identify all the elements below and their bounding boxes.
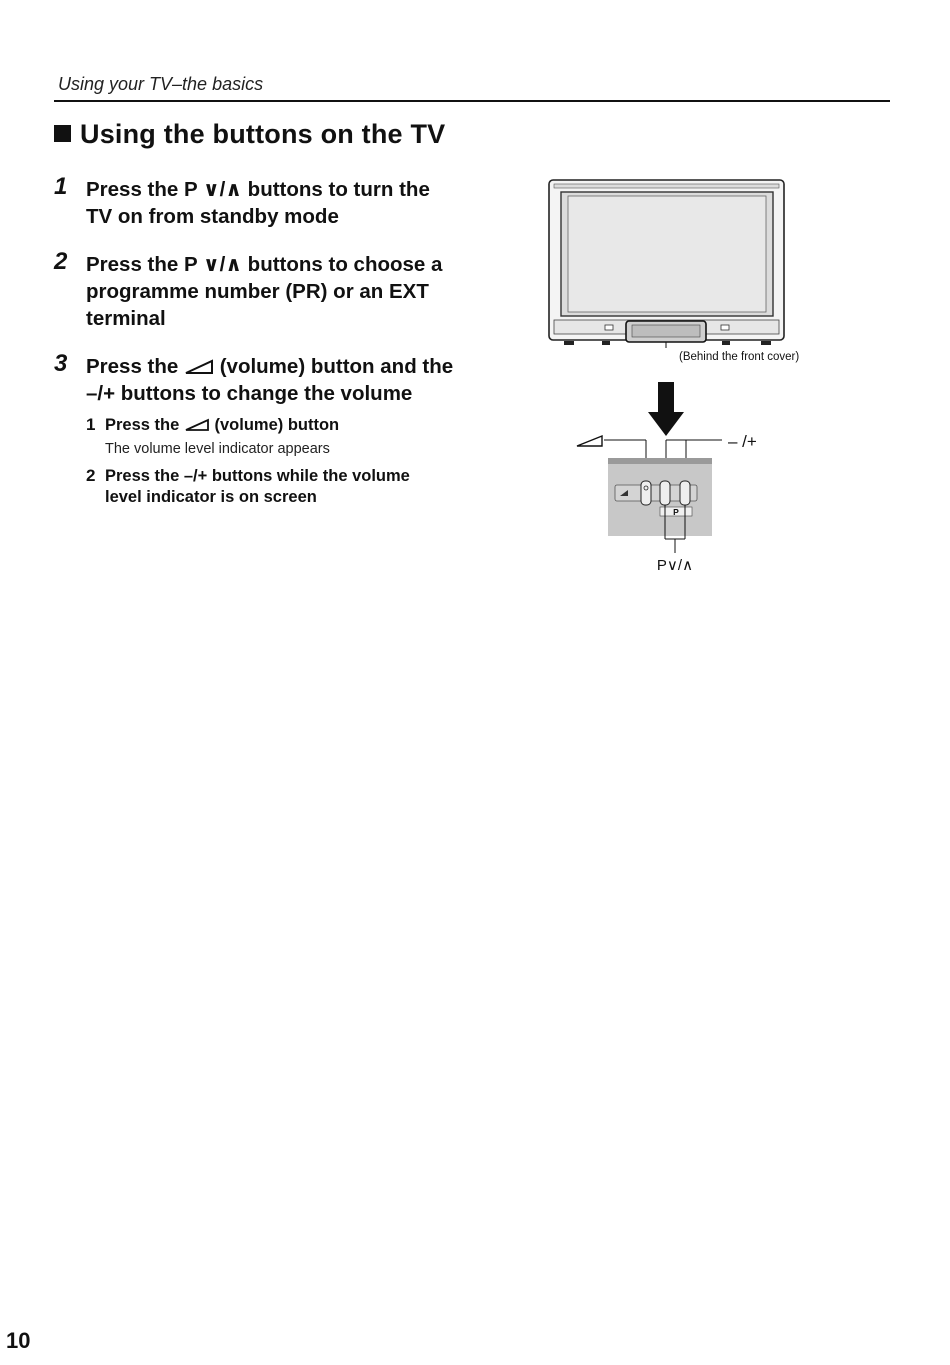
step-3	[54, 350, 474, 407]
arrow-down-icon	[648, 382, 684, 436]
substep-number: 1	[86, 415, 96, 434]
substep-line: Press the –/+ buttons while the volume	[105, 467, 410, 485]
minus-plus-label: – /+	[728, 432, 757, 451]
substep-text	[105, 415, 466, 436]
step-line: terminal	[86, 307, 166, 330]
step-text	[86, 251, 474, 332]
volume-icon	[577, 436, 602, 446]
tv-body	[549, 180, 784, 345]
step-text	[86, 353, 474, 407]
step-2	[54, 248, 474, 332]
bullet-square-icon	[54, 125, 71, 142]
step-number: 2	[54, 248, 68, 275]
step-line-pre: Press the	[86, 355, 179, 378]
tv-illustration	[540, 170, 830, 580]
step-line: Press the P ∨/∧ buttons to choose a	[86, 253, 443, 276]
step-1	[54, 173, 474, 230]
step-line: –/+ buttons to change the volume	[86, 382, 413, 405]
step-line	[86, 353, 474, 380]
substep-2	[86, 466, 466, 508]
running-head: Using your TV–the basics	[58, 74, 264, 94]
control-panel	[608, 458, 712, 536]
step-text	[86, 176, 474, 230]
section-title	[54, 119, 445, 150]
substep-text	[105, 466, 466, 508]
substep-1	[86, 415, 466, 459]
step-line: Press the P ∨/∧ buttons to turn the	[86, 178, 430, 201]
step-number: 1	[54, 173, 68, 200]
substep-number: 2	[86, 466, 96, 485]
header-rule	[54, 100, 890, 102]
substep-pre: Press the	[105, 416, 180, 434]
panel-p-label: P	[673, 507, 679, 517]
step-line: programme number (PR) or an EXT	[86, 280, 429, 303]
volume-icon	[184, 359, 214, 375]
volume-icon	[184, 418, 210, 432]
page-number: 10	[6, 1328, 31, 1353]
substep-note: The volume level indicator appears	[105, 441, 330, 457]
substep-post: (volume) button	[214, 416, 340, 434]
step-line: TV on from standby mode	[86, 205, 339, 228]
p-buttons-label: P∨/∧	[656, 557, 694, 574]
step-number: 3	[54, 350, 68, 377]
section-title-text: Using the buttons on the TV	[80, 119, 446, 149]
substep-line: level indicator is on screen	[105, 488, 317, 506]
figure-caption: (Behind the front cover)	[679, 351, 800, 363]
step-line-post: (volume) button and the	[219, 355, 454, 378]
